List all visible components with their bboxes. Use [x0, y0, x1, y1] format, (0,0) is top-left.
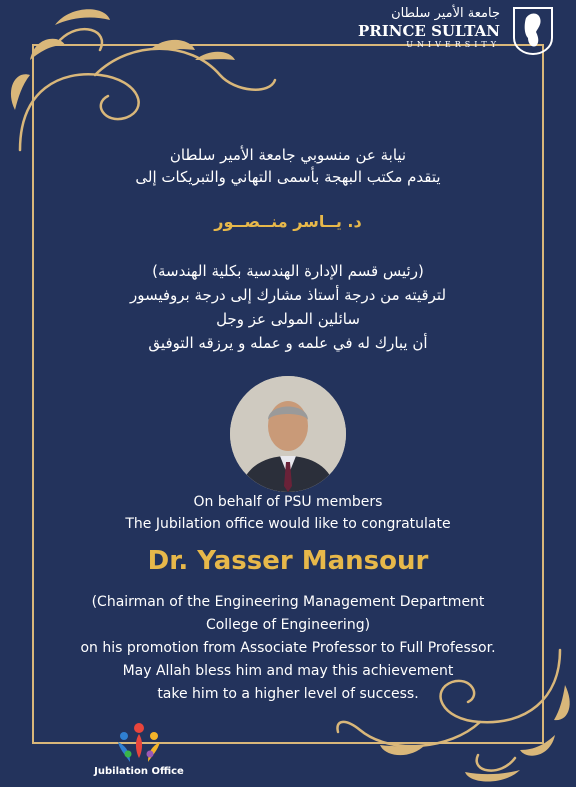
logo-arabic-name: جامعة الأمير سلطان — [391, 6, 500, 21]
falcon-emblem-icon — [508, 4, 558, 56]
jubilation-office-label: Jubilation Office — [94, 766, 184, 777]
arabic-line-1: نيابة عن منسوبي جامعة الأمير سلطان — [169, 146, 407, 164]
english-line-6: May Allah bless him and may this achievement — [122, 663, 454, 679]
english-line-4: College of Engineering) — [205, 617, 371, 633]
top-left-ornament-icon — [0, 0, 280, 160]
arabic-line-5: سائلين المولى عز وجل — [216, 310, 360, 328]
logo-english-name: PRINCE SULTAN — [358, 22, 500, 40]
english-line-3: (Chairman of the Engineering Management Department — [91, 594, 485, 610]
english-line-5: on his promotion from Associate Professor to Full Professor. — [80, 640, 496, 656]
english-line-1: On behalf of PSU members — [193, 494, 383, 510]
english-line-2: The Jubilation office would like to congratulate — [125, 516, 451, 532]
english-honoree-name: Dr. Yasser Mansour — [147, 546, 429, 576]
logo-university: UNIVERSITY — [406, 40, 500, 49]
arabic-line-3: (رئيس قسم الإدارة الهندسية بكلية الهندسة) — [152, 262, 424, 280]
honoree-photo — [230, 376, 346, 492]
arabic-honoree-name: د. يــاسر منــصــور — [214, 212, 362, 231]
jubilation-office-logo — [84, 722, 194, 784]
arabic-line-4: لترقيته من درجة أستاذ مشارك إلى درجة بروفيسور — [129, 286, 447, 304]
arabic-line-2: يتقدم مكتب البهجة بأسمى التهاني والتبريكات إلى — [135, 168, 441, 186]
jubilation-people-icon — [114, 722, 164, 766]
english-line-7: take him to a higher level of success. — [157, 686, 419, 702]
arabic-line-6: أن يبارك له في علمه و عمله و يرزقه التوفيق — [148, 334, 428, 352]
psu-logo — [358, 4, 558, 56]
